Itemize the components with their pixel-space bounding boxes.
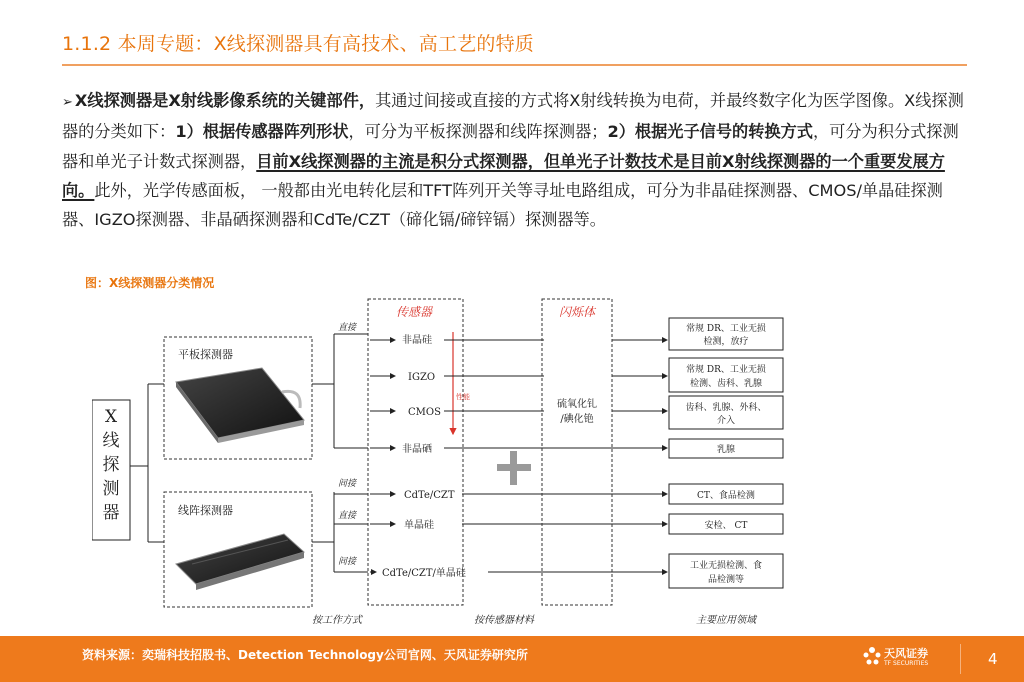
app-text: 常规 DR、工业无损 — [686, 324, 766, 334]
flat-panel-label: 平板探测器 — [178, 348, 233, 361]
application-list — [669, 318, 783, 588]
classify-2-bold: 2）根据光子信号的转换方式 — [607, 122, 813, 142]
sensor-item: 单晶硅 — [404, 520, 434, 531]
app-text: CT、食品检测 — [697, 491, 755, 501]
app-text: 品检测等 — [707, 575, 745, 585]
method-indirect-2: 间接 — [338, 557, 357, 567]
root-char: 探 — [102, 455, 120, 475]
logo-text-en: TF SECURITIES — [884, 660, 929, 667]
app-text: 齿科、乳腺、外科、 — [685, 403, 767, 413]
text-s2: ，可分为平板探测器和线阵探测器； — [348, 122, 608, 142]
sensor-header: 传感器 — [395, 305, 433, 319]
root-char: 线 — [102, 431, 120, 451]
axis-material-label: 按传感器材料 — [474, 615, 534, 626]
scintillator-line-2: /碘化铯 — [560, 414, 594, 425]
sensor-item: 非晶硒 — [402, 444, 432, 455]
method-direct-2: 直接 — [338, 511, 357, 521]
plus-icon — [497, 451, 531, 485]
connector-lines — [444, 340, 667, 572]
scintillator-header: 闪烁体 — [558, 305, 596, 319]
scintillator-column — [542, 299, 612, 605]
text-s1: 其通过间接或直接的方式将X射线转换为电荷，并最终数字化为医学图像。X线探测器的分类如下： — [62, 91, 964, 142]
body-paragraph — [62, 86, 972, 234]
root-char: 测 — [102, 479, 120, 499]
company-logo — [862, 642, 942, 676]
line-array-image — [176, 534, 304, 590]
sensor-item: CdTe/CZT — [404, 490, 455, 501]
root-char: 器 — [102, 503, 120, 523]
text-s3: ，可分为积分式探测器和单光子计数式探测器， — [62, 122, 959, 171]
sensor-item: CdTe/CZT/单晶硅 — [382, 568, 466, 579]
axis-app-label: 主要应用领域 — [696, 615, 756, 626]
logo-text-cn: 天风证券 — [884, 647, 928, 660]
axis-work-label: 按工作方式 — [312, 615, 362, 626]
sensor-item: 非晶硅 — [402, 335, 432, 346]
app-text: 安检、 CT — [704, 521, 748, 531]
app-text: 常规 DR、工业无损 — [686, 365, 766, 375]
lead-bold: X线探测器是X射线影像系统的关键部件， — [74, 91, 376, 110]
app-text: 检测，放疗 — [703, 337, 749, 347]
page-number: 4 — [988, 650, 998, 668]
text-s5: 此外，光学传感面板， 一般都由光电转化层和TFT阵列开关等寻址电路组成，可分为非晶硅探测器、CMOS/单晶硅探测器、IGZO探测器、非晶硒探测器和CdTe/CZT（碲化镉/碲锌镉）探测器等。 — [62, 180, 943, 230]
performance-label: 性能 — [456, 393, 470, 401]
footer-separator — [960, 644, 961, 674]
logo-mark-icon — [862, 644, 882, 670]
underlined-conclusion: 目前X线探测器的主流是积分式探测器，但单光子计数技术是目前X射线探测器的一个重要发展方向。 — [62, 151, 945, 200]
root-label — [103, 407, 120, 523]
flat-panel-image — [176, 368, 304, 443]
sensor-list — [370, 333, 466, 579]
source-note: 资料来源：奕瑞科技招股书、Detection Technology公司官网、天风证券研究所 — [82, 648, 528, 662]
figure-caption: 图：X线探测器分类情况 — [85, 276, 215, 290]
root-char: X — [104, 407, 118, 427]
app-text: 乳腺 — [716, 445, 736, 455]
classification-diagram — [92, 296, 812, 628]
title-divider — [62, 64, 967, 66]
app-text: 检测、齿科、乳腺 — [689, 379, 763, 389]
classify-1-bold: 1）根据传感器阵列形状 — [175, 122, 349, 142]
footer-band — [0, 636, 1024, 682]
line-array-label: 线阵探测器 — [178, 504, 233, 517]
sensor-item: CMOS — [408, 407, 441, 418]
page-title: 1.1.2 本周专题：X线探测器具有高技术、高工艺的特质 — [62, 33, 535, 55]
method-indirect-1: 间接 — [338, 479, 357, 489]
bullet-icon: ➢ — [62, 95, 73, 110]
app-text: 介入 — [716, 416, 736, 426]
app-text: 工业无损检测、食 — [689, 561, 763, 571]
method-direct-1: 直接 — [338, 323, 357, 333]
scintillator-line-1: 硫氧化钆 — [557, 399, 597, 410]
sensor-item: IGZO — [408, 372, 436, 383]
